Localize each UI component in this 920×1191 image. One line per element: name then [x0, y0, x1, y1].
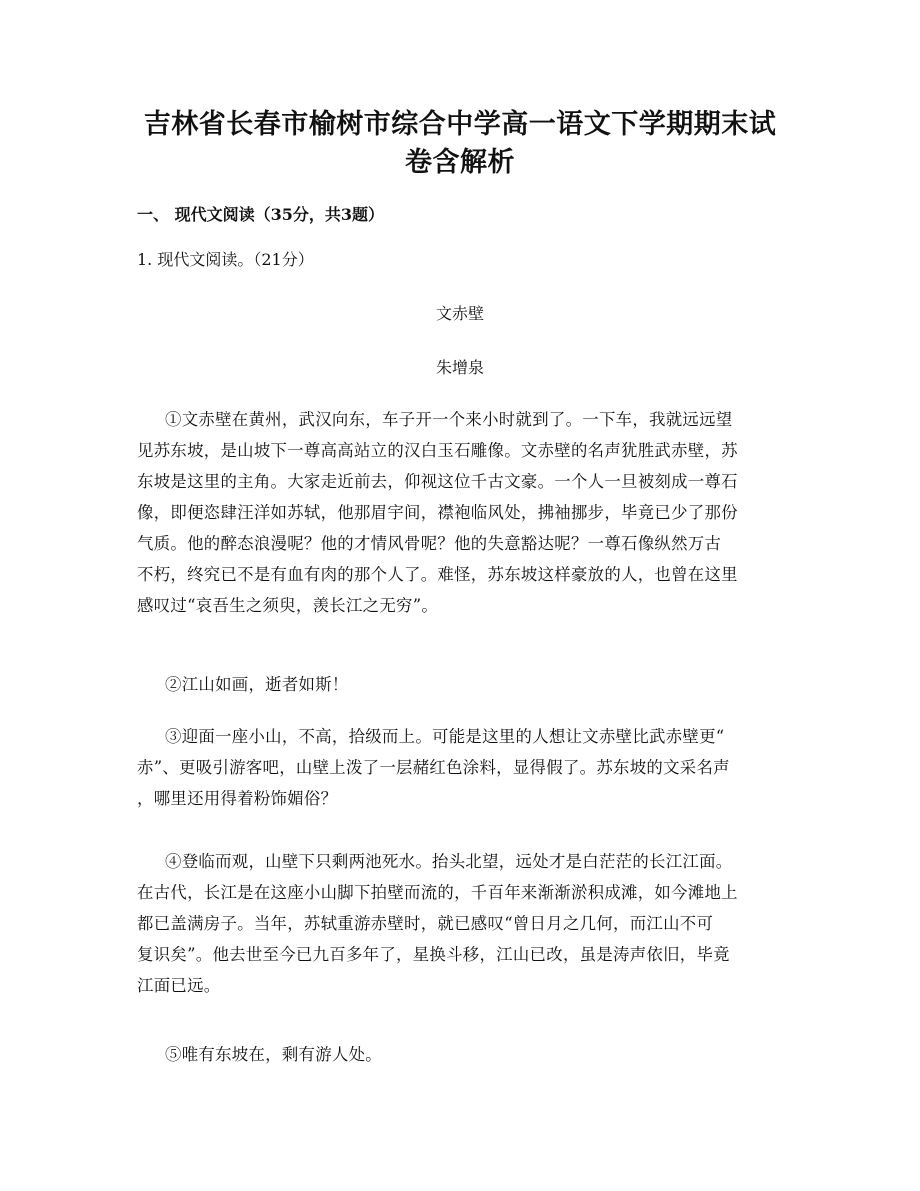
article-author: 朱增泉 [435, 358, 484, 377]
paragraph-line: 不朽，终究已不是有血有肉的那个人了。难怪，苏东坡这样豪放的人，也曾在这里 [137, 565, 738, 584]
question-label: 1. 现代文阅读。（21分） [137, 250, 314, 269]
paragraph-1 [137, 404, 787, 621]
section-heading: 一、 现代文阅读（35分，共3题） [137, 205, 384, 224]
paragraph-line: 像，即便恣肆汪洋如苏轼，他那眉宇间，襟袍临风处，拂袖挪步，毕竟已少了那份 [137, 503, 738, 522]
title-line-1: 吉林省长春市榆树市综合中学高一语文下学期期末试 [143, 109, 777, 140]
paragraph-line: 都已盖满房子。当年，苏轼重游赤壁时，就已感叹“曾日月之几何，而江山不可 [137, 914, 714, 933]
article-title: 文赤壁 [435, 304, 484, 323]
paragraph-line: ，哪里还用得着粉饰媚俗？ [137, 789, 338, 808]
paragraph-line: 东坡是这里的主角。大家走近前去，仰视这位千古文豪。一个人一旦被刻成一尊石 [137, 472, 738, 491]
paragraph-line: 在古代，长江是在这座小山脚下拍壁而流的，千百年来渐渐淤积成滩，如今滩地上 [137, 883, 738, 902]
paragraph-line: ②江山如画，逝者如斯！ [165, 675, 349, 694]
paragraph-5 [137, 1039, 787, 1070]
paragraph-line: 气质。他的醉态浪漫呢？他的才情风骨呢？他的失意豁达呢？一尊石像纵然万古 [137, 534, 722, 553]
paragraph-line: ④登临而观，山壁下只剩两池死水。抬头北望，远处才是白茫茫的长江江面。 [165, 852, 733, 871]
title-line-2: 卷含解析 [405, 147, 515, 178]
paragraph-line: 江面已远。 [137, 976, 221, 995]
paragraph-3 [137, 721, 787, 814]
paragraph-line: ①文赤壁在黄州，武汉向东，车子开一个来小时就到了。一下车，我就远远望 [165, 410, 733, 429]
document-title [120, 106, 800, 182]
paragraph-line: 复识矣”。他去世至今已九百多年了，星换斗移，江山已改，虽是涛声依旧，毕竟 [137, 945, 730, 964]
paragraph-4 [137, 846, 787, 1001]
paragraph-line: 感叹过“哀吾生之须臾，羡长江之无穷”。 [137, 596, 439, 615]
paragraph-line: ③迎面一座小山，不高，拾级而上。可能是这里的人想让文赤壁比武赤壁更“ [165, 727, 725, 746]
paragraph-line: ⑤唯有东坡在，剩有游人处。 [165, 1045, 382, 1064]
paragraph-line: 见苏东坡，是山坡下一尊高高站立的汉白玉石雕像。文赤壁的名声犹胜武赤壁，苏 [137, 441, 738, 460]
paragraph-2 [137, 669, 787, 700]
paragraph-line: 赤”、更吸引游客吧，山壁上泼了一层赭红色涂料，显得假了。苏东坡的文采名声 [137, 758, 730, 777]
